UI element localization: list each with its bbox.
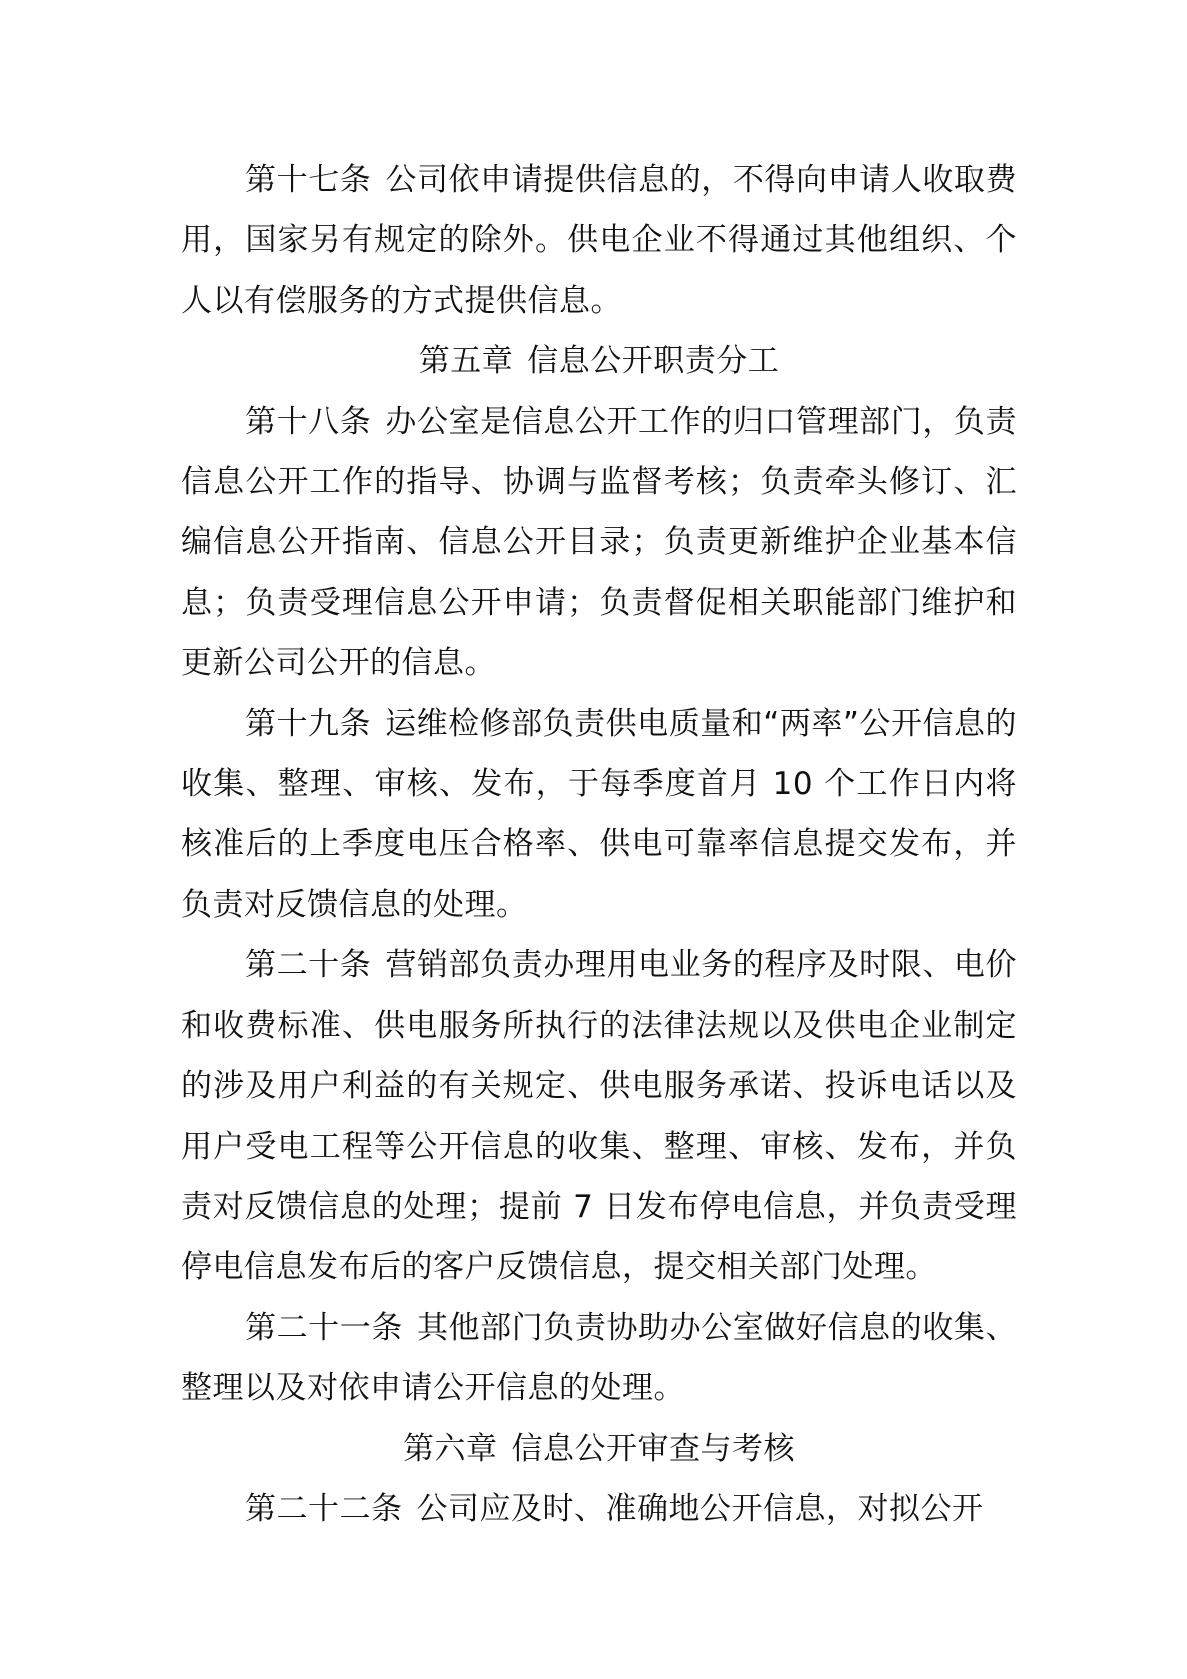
article-21 (181, 1298, 1017, 1419)
article-text: 运维检修部负责供电质量和“两率”公开信息的收集、整理、审核、发布，于每季度首月 10 个工作日内将核准后的上季度电压合格率、供电可靠率信息提交发布，并负责对反馈信息的处理。 (181, 705, 1017, 923)
article-text: 营销部负责办理用电业务的程序及时限、电价和收费标准、供电服务所执行的法律法规以及供电企业制定的涉及用户利益的有关规定、供电服务承诺、投诉电话以及用户受电工程等公开信息的收集、整理、审核、发布，并负责对反馈信息的处理；提前 7 日发布停电信息，并负责受理停电信息发布后的客户反馈信息，提交相关部门处理。 (181, 947, 1018, 1286)
chapter-title: 信息公开审查与考核 (511, 1430, 795, 1467)
article-22 (181, 1479, 1017, 1539)
chapter-6-heading (181, 1419, 1017, 1479)
chapter-number: 第五章 (418, 343, 514, 380)
chapter-title: 信息公开职责分工 (527, 343, 780, 380)
article-18 (181, 392, 1017, 694)
article-number: 第二十条 (245, 947, 372, 984)
article-text: 公司依申请提供信息的，不得向申请人收取费用，国家另有规定的除外。供电企业不得通过其他组织、个人以有偿服务的方式提供信息。 (181, 162, 1018, 319)
article-20 (181, 935, 1017, 1297)
article-19 (181, 694, 1017, 936)
article-number: 第十九条 (245, 705, 372, 742)
chapter-5-heading (181, 331, 1017, 391)
article-number: 第十七条 (245, 162, 372, 198)
article-number: 第二十一条 (245, 1309, 403, 1346)
article-17 (181, 150, 1017, 331)
article-text: 公司应及时、准确地公开信息，对拟公开 (416, 1490, 984, 1527)
article-number: 第十八条 (245, 403, 372, 440)
article-text: 其他部门负责协助办公室做好信息的收集、整理以及对依申请公开信息的处理。 (181, 1309, 1018, 1407)
article-number: 第二十二条 (245, 1490, 403, 1527)
chapter-number: 第六章 (403, 1430, 498, 1467)
document-body (181, 150, 1017, 1539)
article-text: 办公室是信息公开工作的归口管理部门，负责信息公开工作的指导、协调与监督考核；负责牵头修订、汇编信息公开指南、信息公开目录；负责更新维护企业基本信息；负责受理信息公开申请；负责督促相关职能部门维护和更新公司公开的信息。 (181, 403, 1018, 682)
